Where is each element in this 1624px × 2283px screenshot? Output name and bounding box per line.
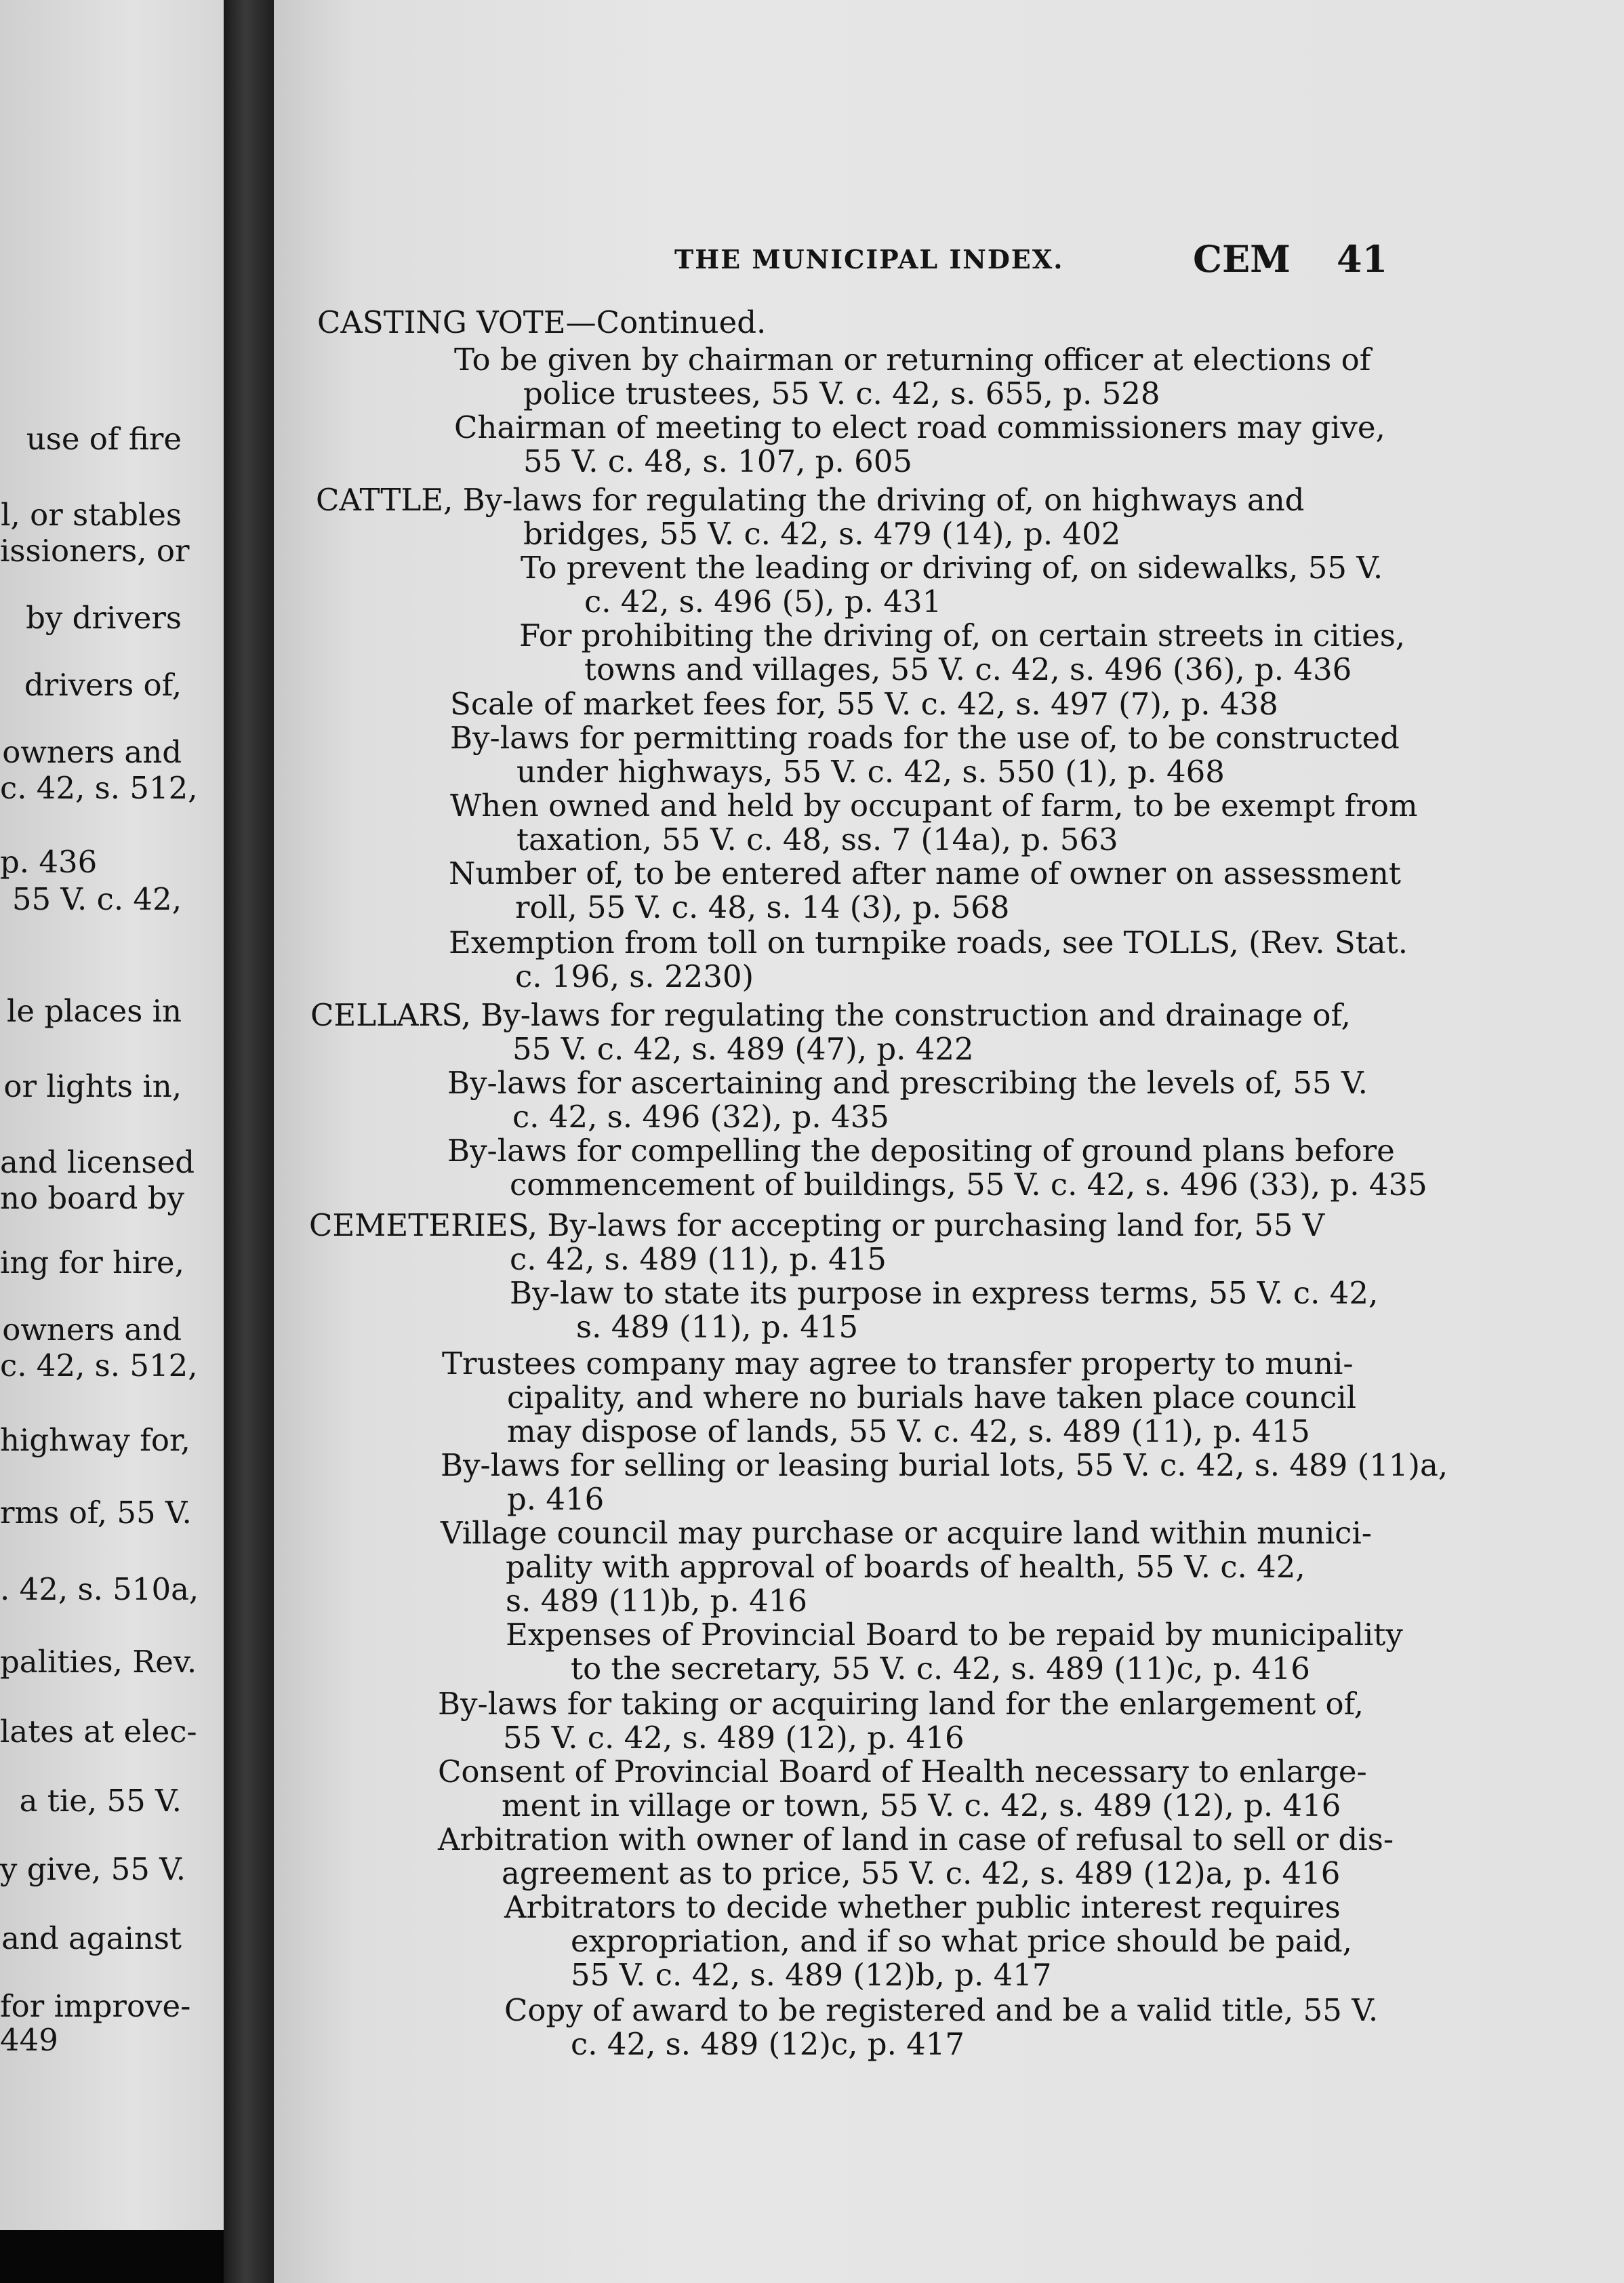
index-entry-heading: CEMETERIES, By-laws for accepting or purchasing land for, 55 V: [309, 1207, 1325, 1243]
index-entry-line: ment in village or town, 55 V. c. 42, s. 489 (12), p. 416: [502, 1787, 1341, 1823]
index-entry-line: commencement of buildings, 55 V. c. 42, s. 496 (33), p. 435: [510, 1167, 1427, 1203]
index-entry-line: Expenses of Provincial Board to be repaid by municipality: [506, 1617, 1403, 1653]
index-entry-line: 55 V. c. 42, s. 489 (12), p. 416: [503, 1720, 965, 1756]
index-entry-line: By-law to state its purpose in express terms, 55 V. c. 42,: [510, 1275, 1379, 1311]
index-entry-line: 55 V. c. 48, s. 107, p. 605: [523, 443, 912, 479]
left-page-line: c. 42, s. 512,: [0, 1348, 198, 1383]
index-entry-line: under highways, 55 V. c. 42, s. 550 (1), p. 468: [516, 754, 1225, 790]
index-entry-line: By-laws for permitting roads for the use of, to be constructed: [450, 720, 1400, 756]
index-entry-line: c. 42, s. 489 (11), p. 415: [510, 1241, 887, 1277]
index-entry-line: c. 42, s. 496 (5), p. 431: [584, 584, 942, 620]
index-entry-line: to the secretary, 55 V. c. 42, s. 489 (11)c, p. 416: [571, 1651, 1310, 1686]
index-entry-line: Copy of award to be registered and be a valid title, 55 V.: [504, 1992, 1379, 2028]
index-entry-line: s. 489 (11)b, p. 416: [506, 1583, 807, 1619]
index-entry-line: By-laws for ascertaining and prescribing the levels of, 55 V.: [447, 1065, 1368, 1101]
index-entry-line: c. 196, s. 2230): [515, 958, 754, 994]
left-page-line: and licensed: [0, 1144, 195, 1180]
index-entry-line: Number of, to be entered after name of owner on assessment: [449, 855, 1401, 891]
left-page-line: drivers of,: [24, 667, 182, 703]
left-page-line: for improve-: [0, 1988, 191, 2024]
left-page-line: no board by: [0, 1180, 184, 1216]
index-entry-line: Trustees company may agree to transfer property to muni-: [442, 1346, 1354, 1381]
index-entry-line: Consent of Provincial Board of Health necessary to enlarge-: [438, 1754, 1367, 1790]
index-entry-line: may dispose of lands, 55 V. c. 42, s. 489 (11), p. 415: [507, 1413, 1310, 1449]
index-entry-line: roll, 55 V. c. 48, s. 14 (3), p. 568: [515, 889, 1010, 925]
index-entry-line: To be given by chairman or returning officer at elections of: [454, 342, 1371, 378]
left-page-line: use of fire: [26, 421, 182, 457]
index-entry-line: Chairman of meeting to elect road commissioners may give,: [454, 409, 1385, 445]
index-entry-line: Village council may purchase or acquire land within munici-: [441, 1515, 1372, 1551]
index-entry-heading: CATTLE, By-laws for regulating the driving of, on highways and: [316, 482, 1305, 518]
left-page-line: . 42, s. 510a,: [0, 1571, 199, 1607]
index-entry-line: s. 489 (11), p. 415: [576, 1309, 859, 1345]
index-entry-line: taxation, 55 V. c. 48, ss. 7 (14a), p. 563: [516, 822, 1118, 857]
index-entry-heading: CASTING VOTE—Continued.: [317, 304, 767, 340]
index-entry-line: towns and villages, 55 V. c. 42, s. 496 (36), p. 436: [584, 651, 1352, 687]
running-title: THE MUNICIPAL INDEX.: [674, 244, 1064, 275]
index-entry-line: pality with approval of boards of health, 55 V. c. 42,: [506, 1549, 1305, 1585]
left-page-line: y give, 55 V.: [0, 1851, 186, 1887]
index-entry-line: 55 V. c. 42, s. 489 (12)b, p. 417: [571, 1957, 1052, 1993]
left-page-line: ing for hire,: [0, 1245, 184, 1280]
index-entry-line: Scale of market fees for, 55 V. c. 42, s. 497 (7), p. 438: [450, 686, 1278, 722]
index-entry-line: By-laws for selling or leasing burial lots, 55 V. c. 42, s. 489 (11)a,: [441, 1447, 1448, 1483]
left-page-line: owners and: [2, 734, 182, 770]
index-entry-line: 55 V. c. 42, s. 489 (47), p. 422: [512, 1031, 974, 1067]
left-page-line: 55 V. c. 42,: [12, 881, 182, 917]
index-entry-line: bridges, 55 V. c. 42, s. 479 (14), p. 402: [523, 516, 1121, 552]
index-entry-line: For prohibiting the driving of, on certain streets in cities,: [519, 618, 1406, 653]
index-entry-line: By-laws for compelling the depositing of ground plans before: [447, 1133, 1395, 1169]
page-number: 41: [1337, 237, 1388, 281]
index-entry-line: c. 42, s. 489 (12)c, p. 417: [571, 2026, 965, 2062]
left-page-line: highway for,: [0, 1422, 190, 1458]
left-page-line: and against: [1, 1920, 182, 1956]
left-page-line: lates at elec-: [0, 1714, 197, 1750]
index-entry-line: When owned and held by occupant of farm, to be exempt from: [450, 788, 1418, 824]
index-entry-line: police trustees, 55 V. c. 42, s. 655, p. 528: [523, 376, 1160, 411]
left-page-line: owners and: [2, 1312, 182, 1348]
index-entry-line: cipality, and where no burials have taken place council: [507, 1379, 1357, 1415]
index-entry-line: c. 42, s. 496 (32), p. 435: [512, 1099, 889, 1135]
left-page-line: 449: [0, 2022, 58, 2058]
left-page-line: c. 42, s. 512,: [0, 770, 198, 806]
left-page-line: or lights in,: [3, 1068, 182, 1104]
index-entry-line: expropriation, and if so what price should be paid,: [571, 1923, 1352, 1959]
section-code: CEM: [1193, 237, 1291, 281]
left-page-line: rms of, 55 V.: [0, 1495, 192, 1531]
index-entry-line: p. 416: [507, 1481, 605, 1517]
left-page-line: by drivers: [26, 600, 182, 636]
left-page-line: issioners, or: [0, 533, 190, 569]
index-entry-line: Arbitration with owner of land in case of refusal to sell or dis-: [438, 1821, 1394, 1857]
left-page-line: p. 436: [0, 844, 98, 880]
index-entry-line: Arbitrators to decide whether public interest requires: [504, 1889, 1341, 1925]
left-page-line: a tie, 55 V.: [19, 1783, 182, 1819]
index-entry-line: To prevent the leading or driving of, on sidewalks, 55 V.: [521, 550, 1383, 586]
index-entry-heading: CELLARS, By-laws for regulating the construction and drainage of,: [310, 997, 1351, 1033]
index-entry-line: By-laws for taking or acquiring land for the enlargement of,: [438, 1686, 1364, 1722]
index-entry-line: Exemption from toll on turnpike roads, see TOLLS, (Rev. Stat.: [449, 925, 1408, 961]
index-entry-line: agreement as to price, 55 V. c. 42, s. 489 (12)a, p. 416: [502, 1855, 1341, 1891]
left-page-line: le places in: [7, 993, 182, 1029]
left-page-line: l, or stables: [1, 497, 182, 533]
left-page-line: palities, Rev.: [0, 1644, 197, 1680]
